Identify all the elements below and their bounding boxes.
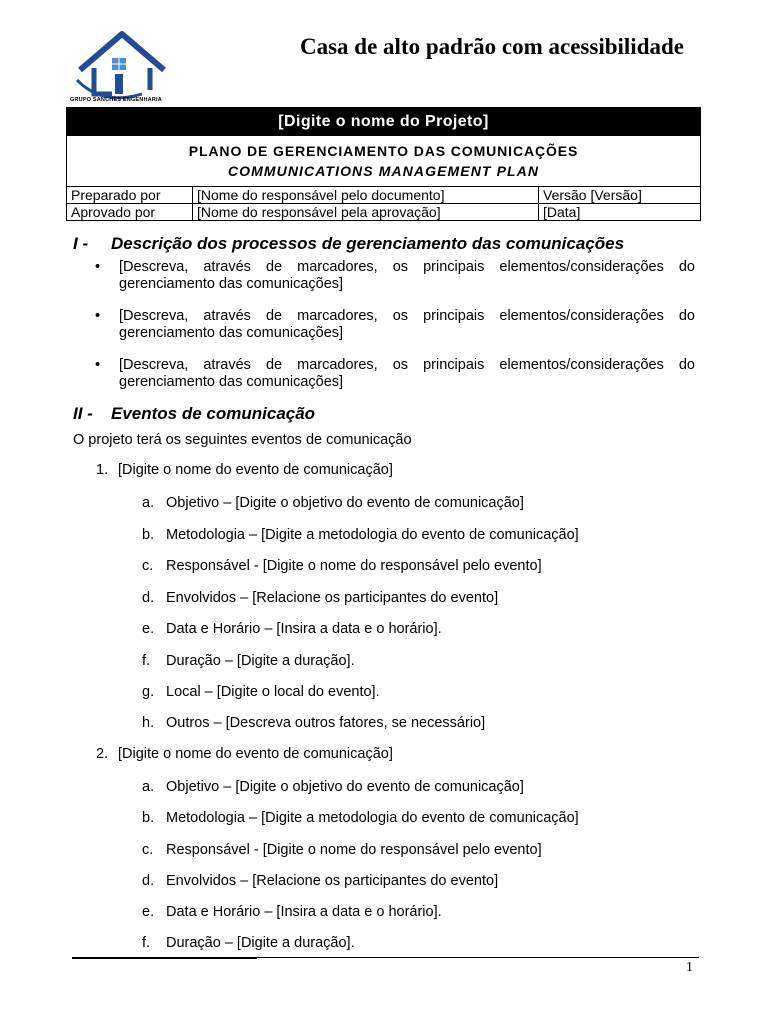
item-text: Metodologia – [Digite a metodologia do evento de comunicação] (166, 527, 579, 543)
bullet-item (95, 259, 695, 293)
list-item (142, 684, 380, 700)
item-letter: d. (142, 873, 155, 889)
item-text: Objetivo – [Digite o objetivo do evento de comunicação] (166, 495, 524, 511)
item-text: Duração – [Digite a duração]. (166, 935, 355, 951)
footer-divider-accent (72, 958, 257, 959)
prepared-label: Preparado por (67, 187, 193, 204)
project-name[interactable]: [Digite o nome do Projeto] (67, 108, 701, 136)
bullet-text: [Descreva, através de marcadores, os principais elementos/considerações do gerenciamento das comunicações] (119, 357, 695, 390)
item-letter: h. (142, 715, 155, 731)
item-letter: b. (142, 810, 155, 826)
list-item (142, 653, 355, 669)
item-text: Responsável - [Digite o nome do responsável pelo evento] (166, 558, 542, 574)
bullet-text: [Descreva, através de marcadores, os principais elementos/considerações do gerenciamento das comunicações] (119, 259, 695, 292)
prepared-value[interactable]: [Nome do responsável pelo documento] (193, 187, 539, 204)
item-text: Data e Horário – [Insira a data e o horário]. (166, 621, 442, 637)
project-header-table (66, 107, 701, 221)
item-letter: a. (142, 779, 155, 795)
list-item (142, 495, 524, 511)
list-item (142, 590, 498, 606)
item-letter: f. (142, 935, 151, 951)
list-item (142, 904, 442, 920)
item-text: Metodologia – [Digite a metodologia do evento de comunicação] (166, 810, 579, 826)
plan-title-pt: PLANO DE GERENCIAMENTO DAS COMUNICAÇÕES (188, 143, 579, 159)
item-text: Envolvidos – [Relacione os participantes do evento] (166, 873, 499, 889)
item-letter: d. (142, 590, 155, 606)
item-letter: a. (142, 495, 155, 511)
plan-title-cell (67, 136, 701, 187)
section-1-heading (73, 234, 624, 254)
section-2-intro: O projeto terá os seguintes eventos de comunicação (73, 432, 412, 448)
list-item (142, 810, 579, 826)
item-text: Local – [Digite o local do evento]. (166, 684, 380, 700)
section-1-title: Descrição dos processos de gerenciamento das comunicações (111, 234, 625, 253)
bullet-icon: • (95, 357, 101, 373)
event-name: [Digite o nome do evento de comunicação] (118, 462, 393, 478)
event-number: 1. (96, 462, 109, 478)
item-letter: g. (142, 684, 155, 700)
item-text: Duração – [Digite a duração]. (166, 653, 355, 669)
approved-label: Aprovado por (67, 204, 193, 221)
bullet-item (95, 357, 695, 391)
item-text: Objetivo – [Digite o objetivo do evento de comunicação] (166, 779, 524, 795)
list-item (142, 873, 498, 889)
item-letter: e. (142, 621, 155, 637)
item-letter: c. (142, 558, 154, 574)
document-title: Casa de alto padrão com acessibilidade (300, 34, 684, 59)
event-name: [Digite o nome do evento de comunicação] (118, 746, 393, 762)
page-number: 1 (686, 960, 693, 975)
item-letter: e. (142, 904, 155, 920)
item-text: Envolvidos – [Relacione os participantes do evento] (166, 590, 499, 606)
list-item (142, 715, 485, 731)
item-letter: f. (142, 653, 151, 669)
section-2-title: Eventos de comunicação (111, 404, 316, 423)
bullet-icon: • (95, 259, 101, 275)
event-number: 2. (96, 746, 109, 762)
section-1-number: I - (73, 234, 89, 253)
approved-value[interactable]: [Nome do responsável pela aprovação] (193, 204, 539, 221)
list-item (142, 935, 355, 951)
logo-caption: GRUPO SANCHES ENGENHARIA (70, 97, 162, 103)
item-text: Data e Horário – [Insira a data e o horário]. (166, 904, 442, 920)
item-text: Responsável - [Digite o nome do responsável pelo evento] (166, 842, 542, 858)
bullet-text: [Descreva, através de marcadores, os principais elementos/considerações do gerenciamento das comunicações] (119, 308, 695, 341)
plan-title-en: COMMUNICATIONS MANAGEMENT PLAN (227, 163, 540, 179)
company-logo (72, 28, 172, 108)
event-2-heading (96, 746, 393, 762)
item-letter: b. (142, 527, 155, 543)
bullet-item (95, 308, 695, 342)
item-letter: c. (142, 842, 154, 858)
event-1-heading (96, 462, 393, 478)
list-item (142, 621, 442, 637)
list-item (142, 558, 542, 574)
bullet-icon: • (95, 308, 101, 324)
version-value[interactable]: Versão [Versão] (539, 187, 701, 204)
section-2-number: II - (73, 404, 93, 423)
date-value[interactable]: [Data] (539, 204, 701, 221)
item-text: Outros – [Descreva outros fatores, se necessário] (166, 715, 486, 731)
section-2-heading (73, 404, 315, 424)
list-item (142, 527, 579, 543)
list-item (142, 779, 524, 795)
list-item (142, 842, 542, 858)
